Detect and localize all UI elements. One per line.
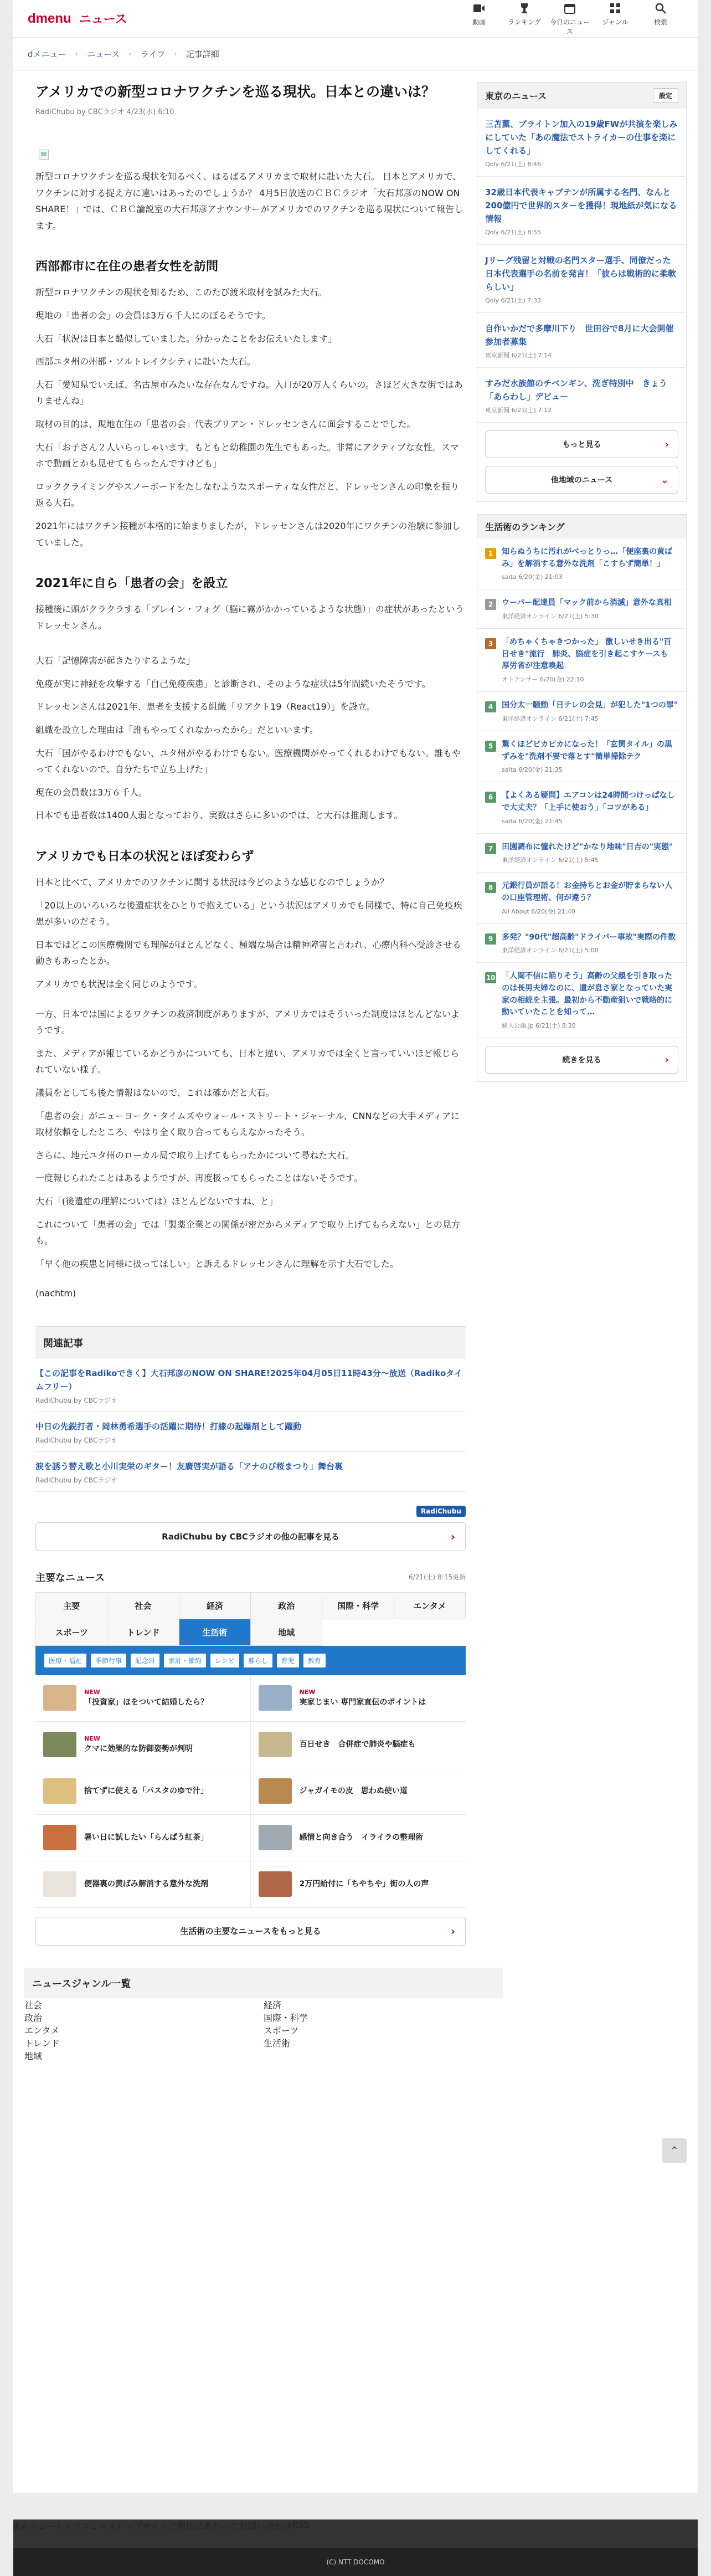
local-news-item[interactable] [477,109,686,177]
subtag[interactable]: 季節行事 [91,1654,126,1667]
ranking-header [477,515,686,538]
nav-genre-label: ジャンル [602,18,628,26]
ranking-item[interactable] [477,589,686,629]
ranking-item-title[interactable]: 「めちゃくちゃきつかった」 激しいせき出る"百日せき"流行 肺炎、脳症を引き起こすケースも 厚労省が注意喚起 [502,638,676,671]
local-news-item-source: Qoly 6/21(土) 7:33 [485,297,542,304]
news-cell-title: クマに効果的な防御姿勢が判明 [84,1744,193,1754]
ranking-item[interactable] [477,924,686,963]
ranking-title: 生活術のランキング [485,522,565,532]
news-cell[interactable] [251,1675,466,1722]
local-news-item-source: Qoly 6/21(土) 8:55 [485,229,542,236]
article-paragraph: 「患者の会」がニューヨーク・タイムズやウォール・ストリート・ジャーナル、CNNなどの大手メディアに取材依頼をしたところ、やはり全く取り合ってもらえなかったそう。 [35,1110,460,1138]
ranking-item-body [502,971,678,1030]
more-lifestyle-label: 生活術の主要なニュースをもっと見る [180,1926,321,1937]
article-paragraph: 大石「お子さん２人いらっしゃいます。もともと幼稚園の先生でもあった。非常にアクティブな女性。スマホで動画とかも見せてもらったんですけども」 [35,442,459,469]
article-paragraph: 大石「状況は日本と酷似していました。分かったことをお伝えいたします」 [35,333,337,344]
article-paragraph: これについて「患者の会」では「製薬企業との関係が密だからメディアで取り上げてもらえない」との見方も。 [35,1219,460,1246]
ranking-item-title[interactable]: 「人間不信に陥りそう」高齢の父親を引き取ったのは長男夫婦なのに、遺が息さ家となっていた実家の相続を主張。最初から不動産狙いで戦略的に動いていたことを知って… [502,972,673,1017]
ranking-item-title[interactable]: 多発？"90代"超高齢"ドライバー事故"実際の件数 [502,932,676,942]
article-paragraph: 免疫が実に神経を攻撃する「自己免疫疾患」と診断され、そのような症状は5年間続いたそうです。 [35,678,431,689]
article-paragraph: 日本でも患者数は1400人弱となっており、実数はさらに多いのでは、と大石は推測します。 [35,810,403,821]
nav-today[interactable] [547,2,592,36]
subtag[interactable]: 教育 [303,1654,326,1667]
ranking-item-source: 東洋経済オンライン 6/21(土) 5:00 [502,947,599,955]
article-title: アメリカでの新型コロナワクチンを巡る現状。日本との違いは？ [35,84,436,100]
news-cell-title: 便器裏の黄ばみ解消する意外な洗剤 [84,1879,208,1889]
more-local-label: もっと見る [562,440,601,449]
tab-economy[interactable]: 経済 [179,1593,251,1619]
article-paragraph: 2021年にはワクチン接種が本格的に始まりましたが、ドレッセンさんは2020年にワクチンの治験に参加していました。 [35,520,461,548]
news-thumbnail [43,1732,76,1757]
local-news-item-title[interactable]: 32歳日本代表キャプテンが所属する名門、なんと200億円で世界的スターを獲得！現地紙が気になる情報 [485,187,677,224]
ranking-item[interactable] [477,538,686,589]
article-paragraph: ドレッセンさんは2021年、患者を支援する組織「リアクト19（React19）」を設立。 [35,701,375,712]
article-paragraph: 大石「(後遺症の理解については）ほとんどないですね、と」 [35,1195,278,1207]
local-news-title: 東京のニュース [485,91,547,101]
ranking-item-source: All About 6/20(金) 21:40 [502,907,575,915]
search-icon [654,2,667,15]
local-news-item[interactable] [477,368,686,423]
ranking-item[interactable] [477,782,686,833]
main-news-date: 6/21(土) 8:15更新 [409,1573,466,1582]
local-news-box [477,82,687,502]
trophy-icon [518,2,531,15]
tab-politics[interactable]: 政治 [251,1593,322,1619]
article-author: (nachtm) [35,1288,76,1299]
article-paragraph: 日本ではどこの医療機関でも理解がほとんどなく、極端な場合は精神障害と言われ、心療内科へ受診させる動きもあったとか。 [35,939,461,967]
other-region-button[interactable] [485,466,678,494]
ranking-item-body [502,637,678,684]
more-ranking-button[interactable] [485,1046,678,1074]
local-news-item-title[interactable]: 自作いかだで多摩川下り 世田谷で8月に大会開催 参加者募集 [485,324,682,347]
ranking-item-source: 東洋経済オンライン 6/21(土) 5:30 [502,613,599,620]
rank-number: 2 [485,599,496,610]
chevron-down-icon: ⌄ [660,474,669,486]
ranking-item-title[interactable]: 国分太一騒動「日テレの会見」が犯した"1つの罪" [502,701,678,710]
related-title: 関連記事 [35,1326,466,1359]
article-paragraph: アメリカでも状況は全く同じのようです。 [35,979,203,989]
article-paragraph: 組織を設立した理由は「誰もやってくれなかったから」だといいます。 [35,725,318,736]
news-cell-title: 実家じまい 専門家直伝のポイントは [299,1698,426,1707]
tab-main[interactable]: 主要 [36,1593,107,1619]
logo-menu: menu [35,11,71,26]
chevron-up-icon: ⌃ [669,2144,679,2157]
article-paragraph: ロッククライミングやスノーボードをたしなむようなスポーティな女性だと、ドレッセンさんの印象を振り返る大石。 [35,481,459,509]
news-cell-title: 暑い日に試したい「らんぱう紅茶」 [84,1833,208,1842]
rank-number: 4 [485,701,496,712]
rank-number: 9 [485,933,496,945]
ranking-item-source: 東洋経済オンライン 6/21(土) 7:45 [502,715,599,722]
news-thumbnail [43,1685,76,1711]
chevron-right-icon: › [664,1054,669,1066]
local-news-item[interactable] [477,245,686,313]
news-thumbnail [259,1732,292,1757]
news-thumbnail [259,1825,292,1850]
ranking-item-title[interactable]: 【よくある疑問】エアコンは24時間つけっぱなしで大丈夫？「上手に使おう」「コツがある」 [502,791,675,812]
nav-genre[interactable] [592,2,638,36]
article-paragraph: 現在の会員数は3万６千人。 [35,787,148,798]
footer-link[interactable]: dメニュートップ [13,2521,81,2532]
logo-news: ニュース [79,13,127,27]
main-column [24,71,466,1946]
article-heading: 西部都市に在住の患者女性を訪問 [35,260,219,274]
news-thumbnail [259,1778,292,1804]
footer-link[interactable]: ニューストップ [80,2521,142,2532]
copyright: (C) NTT DOCOMO [13,2548,698,2576]
article-paragraph: 新型コロナワクチンを巡る現状を知るべく、はるばるアメリカまで取材に赴いた大石。 日本とアメリカで、ワクチンに対する捉え方に違いはあったのでしょうか？ 4月5日放送のＣＢＣラジオ「大石邦彦のNOW ON SHARE！」では、ＣＢＣ論説室の大石邦彦アナウンサーがアメリカでのワクチンを巡る現状について報告します。 [35,171,463,231]
genre-item[interactable]: 政治 [24,2012,43,2023]
ranking-item-title[interactable]: ウーバー配達員「マック前から消滅」意外な真相 [502,598,672,608]
news-cell-text [300,1785,408,1797]
ranking-item-body [502,597,672,620]
radichubu-logo [35,1492,466,1522]
related-item-title[interactable]: 【この記事をRadikoできく】大石邦彦のNOW ON SHARE!2025年04月05日11時43分～放送（Radikoタイムフリー） [35,1368,463,1392]
ranking-item-source: 東洋経済オンライン 6/21(土) 5:45 [502,856,599,864]
scroll-top-button[interactable] [662,2138,687,2163]
chevron-right-icon: › [664,438,669,450]
ranking-item-title[interactable]: 元銀行員が語る！お金持ちとお金が貯まらない人の口座管理術、何が違う？ [502,881,673,902]
nav-ranking[interactable] [502,2,547,36]
news-thumbnail [259,1871,292,1897]
broken-image-icon [39,150,49,160]
breadcrumb-dmenu[interactable]: dメニュー [28,49,66,59]
news-cell-text [84,1879,208,1890]
local-news-item[interactable] [477,177,686,245]
category-tabs [35,1592,466,1646]
news-thumbnail [43,1778,76,1804]
grid-icon [609,2,622,15]
genre-item[interactable]: エンタメ [24,2025,60,2036]
genre-item[interactable]: 国際・科学 [264,2012,308,2023]
radichubu-logo-text: RadiChubu [416,1506,466,1517]
local-news-item-source: 東京新聞 6/21(土) 7:12 [485,407,552,414]
rank-number: 6 [485,792,496,803]
ranking-item[interactable] [477,963,686,1038]
footer-link[interactable]: RSS [292,2519,310,2530]
more-lifestyle-button[interactable] [35,1917,466,1946]
tab-region[interactable]: 地域 [251,1619,322,1646]
news-cell-text [84,1735,193,1756]
article-paragraph: 大石「国がやるわけでもない、ユタ州がやるわけでもない。医療機関がやってくれるわけでもない。誰もやってくれないので、自分たちで立ち上げた」 [35,747,461,775]
ranking-item-body [502,841,673,865]
ranking-item-body [502,932,676,955]
header-nav [456,2,683,36]
local-news-item[interactable] [477,313,686,368]
ranking-item-source: オトナンサー 6/20(金) 22:10 [502,676,584,684]
article-paragraph: 西部ユタ州の州都・ソルトレイクシティに赴いた大石。 [35,356,256,367]
genre-item[interactable]: トレンド [24,2038,60,2049]
tab-entertainment[interactable]: エンタメ [394,1593,466,1619]
footer-link[interactable]: サイトご利用にあたって [142,2521,239,2532]
nav-search[interactable] [638,2,683,36]
article-paragraph: 議員をとしても後た情報はないので、これは確かだと大石。 [35,1087,275,1098]
rank-number: 3 [485,638,496,649]
ranking-item-body [502,700,678,723]
related-item[interactable] [35,1452,466,1492]
nav-video-label: 動画 [472,18,486,26]
news-cell[interactable] [35,1815,251,1861]
breadcrumb-life[interactable]: ライフ [141,49,166,59]
article-paragraph: 大石「記憶障害が起きたりするような」 [35,655,195,666]
more-local-button[interactable] [485,430,678,458]
subtag[interactable]: レシピ [210,1654,239,1667]
tab-trend[interactable]: トレンド [107,1619,179,1646]
subtag-list [35,1646,466,1675]
article-paragraph: 「早く他の疾患と同様に扱ってほしい」と訴えるドレッセンさんに理解を示す大石でした。 [35,1258,399,1269]
news-cell-title: 捨てずに使える「パスタのゆで汁」 [84,1786,208,1795]
related-item[interactable] [35,1412,466,1452]
news-thumbnail [259,1685,292,1711]
page-container [13,0,698,2493]
news-cell-title: 2万円給付に「ちやちや」街の人の声 [299,1879,429,1889]
nav-video[interactable] [456,2,502,36]
genre-item[interactable]: 社会 [24,1999,43,2010]
related-item-title[interactable]: 中日の先鋭打者・岡林勇希選手の活躍に期待！打線の起爆剤として躍動 [35,1421,302,1431]
ranking-item[interactable] [477,731,686,782]
main-news-header [35,1570,466,1584]
news-cell[interactable] [35,1675,251,1722]
genre-item[interactable]: 経済 [264,1999,282,2010]
related-item-source: RadiChubu by CBCラジオ [35,1396,118,1404]
ranking-item-source: saita 6/20(金) 21:35 [502,766,563,774]
more-articles-label: RadiChubu by CBCラジオの他の記事を見る [162,1532,339,1542]
subtag[interactable]: 医療・福祉 [44,1654,86,1667]
related-item-source: RadiChubu by CBCラジオ [35,1436,118,1444]
ranking-item[interactable] [477,834,686,873]
genre-list [24,1968,503,2062]
article-paragraph: 一度報じられたことはあるようですが、再度扱ってもらったことはないそうです。 [35,1173,363,1184]
news-cell-text [300,1832,424,1844]
local-news-item-title[interactable]: 三苫薫、ブライトン加入の19歳FWが共演を楽しみにしていた「あの魔法でストライカーの仕事を楽にしてくれる」 [485,119,678,156]
settings-button[interactable]: 設定 [653,88,678,103]
news-cell[interactable] [35,1861,251,1908]
chevron-right-icon: › [174,49,177,59]
nav-search-label: 検索 [653,18,667,26]
breadcrumb-news[interactable]: ニュース [87,49,120,59]
footer-link[interactable]: お問い合わせ [239,2521,292,2532]
subtag[interactable]: 家計・節約 [164,1654,206,1667]
rank-number: 8 [485,882,496,893]
news-cell[interactable] [251,1861,466,1908]
article-paragraph: 一方、日本では国によるワクチンの救済制度がありますが、アメリカではそういった制度はほとんどないようです。 [35,1008,460,1036]
other-region-label: 他地域のニュース [550,476,613,485]
subtag[interactable]: 育児 [277,1654,299,1667]
chevron-right-icon: › [450,1530,456,1543]
article-paragraph: 接種後に頭がクラクラする「ブレイン・フォグ（脳に霧がかかっているような状態）」の症状があったというドレッセンさん。 [35,604,464,631]
news-cell[interactable] [251,1768,466,1815]
local-news-item-source: 東京新聞 6/21(土) 7:14 [485,352,552,359]
more-articles-button[interactable] [35,1522,466,1551]
news-cell-title: 百日せき 合併症で肺炎や脳症も [299,1739,416,1749]
calendar-icon [563,2,576,15]
local-news-item-title[interactable]: Jリーグ残留と対戦の名門スター選手、同僚だった日本代表選手の名前を発言！「彼らは戦術的に柔軟らしい」 [485,255,677,292]
ranking-item[interactable] [477,629,686,692]
subtag[interactable]: 暮らし [244,1654,272,1667]
news-cell-title: 感情と向き合う イライラの整理術 [299,1833,424,1842]
tab-lifestyle[interactable]: 生活術 [179,1619,251,1646]
nav-ranking-label: ランキング [508,18,541,26]
ranking-item[interactable] [477,873,686,923]
ranking-item-body [502,880,678,915]
rank-number: 5 [485,741,496,752]
subtag[interactable]: 記念日 [131,1654,159,1667]
ranking-box [477,514,687,1082]
news-cell[interactable] [251,1815,466,1861]
related-item[interactable] [35,1359,466,1412]
article-paragraph: 日本と比べて、アメリカでのワクチンに関する状況は今どのような感じなのでしょうか？ [35,877,389,888]
article-heading: アメリカでも日本の状況とほぼ変わらず [35,850,254,864]
new-badge: NEW [299,1688,316,1696]
tab-society[interactable]: 社会 [107,1593,179,1619]
genre-item[interactable]: 生活術 [264,2038,291,2049]
article-paragraph: 新型コロナワクチンの現状を知るため、このたび渡米取材を試みた大石。 [35,287,327,298]
rank-number: 7 [485,843,496,854]
ranking-item-source: saita 6/20(金) 21:03 [502,573,563,581]
chevron-right-icon: › [128,49,132,59]
news-cell[interactable] [35,1768,251,1815]
ranking-item-body [502,790,678,825]
tab-sports[interactable]: スポーツ [36,1619,107,1646]
news-grid [35,1675,466,1908]
local-news-item-source: Qoly 6/21(土) 8:46 [485,161,542,168]
video-icon [472,2,486,15]
ranking-item-title[interactable]: 田園調布に憧れたけど"かなり地味"日吉の"実態" [502,842,673,851]
news-cell-title: 「投資家」ほをついて結婚したら？ [84,1698,208,1707]
rank-number: 10 [485,972,496,983]
article-paragraph: また、メディアが報じているかどうかについても、日本と違い、アメリカでは全くと言っていいほど報じられていない様子。 [35,1048,460,1075]
ranking-item-source: 婦人公論.jp 6/21(土) 8:30 [502,1022,576,1030]
breadcrumb [13,38,698,71]
logo-d: d [28,11,36,26]
article-paragraph: 大石「愛知県でいえば、名古屋市みたいな存在なんですね。入口が20万人くらいの。さほど大きな街ではありませんね」 [35,379,463,407]
ranking-item-body [502,739,678,774]
related-item-source: RadiChubu by CBCラジオ [35,1476,118,1484]
news-cell-text [300,1739,416,1751]
news-cell[interactable] [251,1722,466,1768]
news-cell-text [300,1688,426,1709]
article [35,82,466,1302]
new-badge: NEW [84,1735,100,1742]
news-cell-text [84,1832,208,1844]
news-thumbnail [43,1825,76,1850]
tab-international[interactable]: 国際・科学 [322,1593,394,1619]
breadcrumb-current: 記事詳細 [186,49,219,59]
news-cell-title: ジャガイモの皮 思わぬ使い道 [299,1786,408,1795]
site-header [13,0,698,38]
new-badge: NEW [84,1688,100,1696]
sidebar [477,71,687,1946]
dmenu-logo[interactable] [28,10,127,27]
nav-today-label: 今日のニュース [549,18,590,35]
related-item-title[interactable]: 涙を誘う替え歌と小川実栄のギター！友廣啓実が語る「アナのび桜まつり」舞台裏 [35,1461,343,1471]
ranking-item-title[interactable]: 驚くほどピカピカになった！「玄関タイル」の黒ずみを"洗剤不要で落とす"簡単掃除テク [502,740,672,761]
news-cell[interactable] [35,1722,251,1768]
genre-item[interactable]: スポーツ [264,2025,299,2036]
more-ranking-label: 続きを見る [562,1056,601,1065]
article-paragraph: 「20以上のいろいろな後遺症状をひとりで抱えている」という状況はアメリカでも同様で、特に自己免疫疾患が多いのだそう。 [35,900,462,927]
article-paragraph: さらに、地元ユタ州のローカル局で取り上げてもらったかについて尋ねた大石。 [35,1150,354,1161]
news-cell-text [84,1688,208,1709]
article-paragraph: 取材の目的は、現地在住の「患者の会」代表ブリアン・ドレッセンさんに面会することでした。 [35,418,416,429]
news-cell-text [84,1785,208,1797]
article-meta: RadiChubu by CBCラジオ 4/23(水) 6:10 [35,108,174,116]
ranking-item-source: saita 6/20(金) 21:45 [502,817,563,825]
chevron-right-icon: › [450,1924,456,1938]
main-news-title: 主要なニュース [35,1572,105,1584]
news-cell-text [300,1879,429,1890]
local-news-header [477,83,686,109]
news-thumbnail [43,1871,76,1897]
chevron-right-icon: › [75,49,79,59]
footer [13,2519,698,2576]
genre-item[interactable]: 地域 [24,2050,43,2061]
article-paragraph: 現地の「患者の会」の会員は3万６千人にのぼるそうです。 [35,310,271,321]
ranking-item-title[interactable]: 知らぬうちに汚れがべっとりっ…「便座裏の黄ばみ」を解消する意外な洗剤「こすらず簡単！」 [502,547,673,568]
footer-nav [13,2519,698,2548]
genre-title: ニュースジャンル一覧 [24,1968,503,1998]
article-heading: 2021年に自ら「患者の会」を設立 [35,577,228,591]
ranking-item-body [502,546,678,581]
rank-number: 1 [485,548,496,559]
local-news-item-title[interactable]: すみだ水族館のチベンギン、洗ぎ特別中 きょう「あらわし」デビュー [485,378,667,402]
ranking-item[interactable] [477,692,686,731]
